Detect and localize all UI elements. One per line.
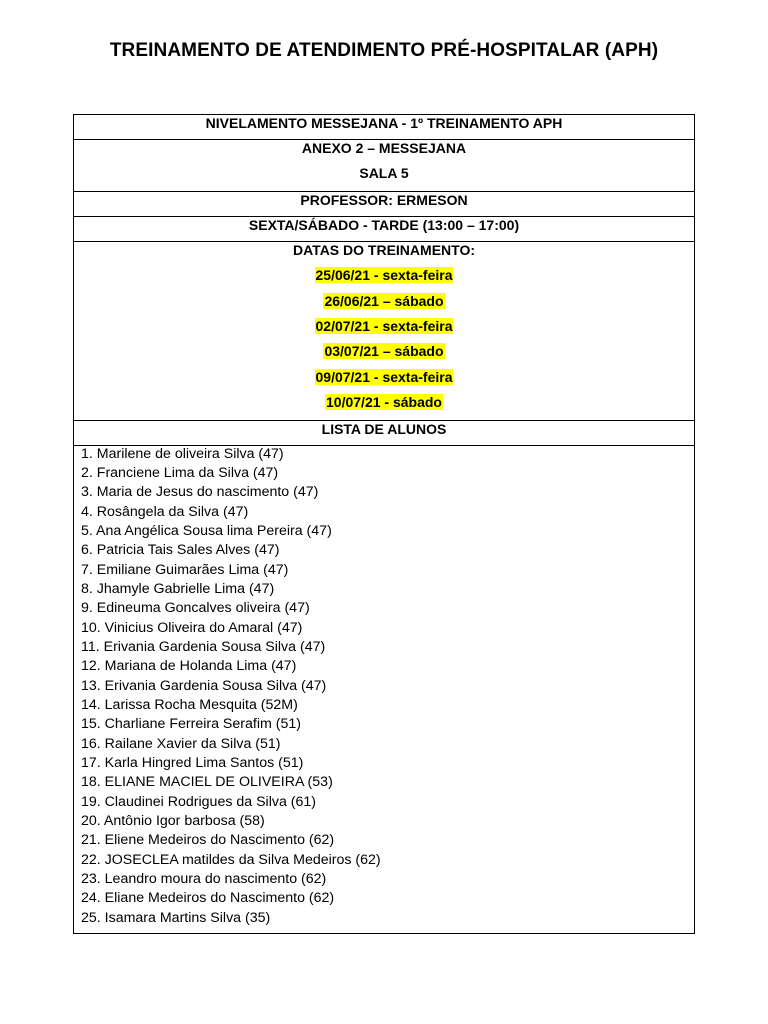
date-highlight: 10/07/21 - sábado: [326, 394, 442, 411]
date-item: [74, 369, 694, 394]
nivelamento-text: NIVELAMENTO MESSEJANA - 1º TREINAMENTO APH: [205, 115, 563, 131]
anexo-text: ANEXO 2 – MESSEJANA: [301, 140, 467, 156]
date-highlight: 09/07/21 - sexta-feira: [315, 368, 453, 385]
date-item: [74, 293, 694, 318]
students-heading-row: [74, 421, 694, 446]
student-item: 23. Leandro moura do nascimento (62): [81, 871, 327, 888]
nivelamento-row: [74, 115, 694, 140]
student-item: 22. JOSECLEA matildes da Silva Medeiros (62): [81, 851, 381, 868]
anexo-sala-row: [74, 140, 694, 192]
student-item: 8. Jhamyle Gabrielle Lima (47): [81, 580, 275, 597]
student-item: 16. Railane Xavier da Silva (51): [81, 735, 281, 752]
professor-text: PROFESSOR: ERMESON: [300, 191, 468, 208]
sala-text: SALA 5: [359, 165, 409, 182]
date-highlight: 26/06/21 – sábado: [324, 292, 444, 309]
training-table: [73, 114, 695, 934]
student-item: 18. ELIANE MACIEL DE OLIVEIRA (53): [81, 774, 333, 791]
students-list: [74, 446, 694, 934]
student-item: 11. Erivania Gardenia Sousa Silva (47): [81, 638, 326, 655]
student-item: 25. Isamara Martins Silva (35): [81, 909, 271, 926]
student-item: 17. Karla Hingred Lima Santos (51): [81, 755, 304, 772]
date-highlight: 03/07/21 – sábado: [324, 343, 444, 360]
student-item: 14. Larissa Rocha Mesquita (52M): [81, 696, 298, 713]
dates-heading: DATAS DO TREINAMENTO:: [293, 241, 475, 258]
date-item: [74, 318, 694, 343]
student-item: 21. Eliene Medeiros do Nascimento (62): [81, 832, 335, 849]
date-item: [74, 343, 694, 368]
student-item: 19. Claudinei Rodrigues da Silva (61): [81, 793, 317, 810]
student-item: 7. Emiliane Guimarães Lima (47): [81, 561, 289, 578]
date-item: [74, 394, 694, 419]
student-item: 5. Ana Angélica Sousa lima Pereira (47): [81, 522, 332, 539]
student-item: 12. Mariana de Holanda Lima (47): [81, 658, 297, 675]
date-highlight: 02/07/21 - sexta-feira: [315, 317, 453, 334]
student-item: 9. Edineuma Goncalves oliveira (47): [81, 600, 310, 617]
student-item: 15. Charliane Ferreira Serafim (51): [81, 716, 301, 733]
student-item: 24. Eliane Medeiros do Nascimento (62): [81, 890, 335, 907]
student-item: 4. Rosângela da Silva (47): [81, 503, 249, 520]
horario-row: [74, 217, 694, 242]
student-item: 10. Vinicius Oliveira do Amaral (47): [81, 619, 303, 636]
students-heading: LISTA DE ALUNOS: [321, 420, 447, 437]
student-item: 2. Franciene Lima da Silva (47): [81, 464, 279, 481]
horario-text: SEXTA/SÁBADO - TARDE (13:00 – 17:00): [248, 216, 520, 233]
student-item: 3. Maria de Jesus do nascimento (47): [81, 484, 319, 501]
student-item: 20. Antônio Igor barbosa (58): [81, 813, 265, 830]
page-title: TREINAMENTO DE ATENDIMENTO PRÉ-HOSPITALAR (APH): [109, 40, 659, 61]
dates-row: [74, 242, 694, 421]
professor-row: [74, 192, 694, 217]
date-item: [74, 267, 694, 292]
date-highlight: 25/06/21 - sexta-feira: [315, 267, 453, 284]
student-item: 1. Marilene de oliveira Silva (47): [81, 445, 284, 462]
student-item: 6. Patricia Tais Sales Alves (47): [81, 542, 280, 559]
student-item: 13. Erivania Gardenia Sousa Silva (47): [81, 677, 327, 694]
